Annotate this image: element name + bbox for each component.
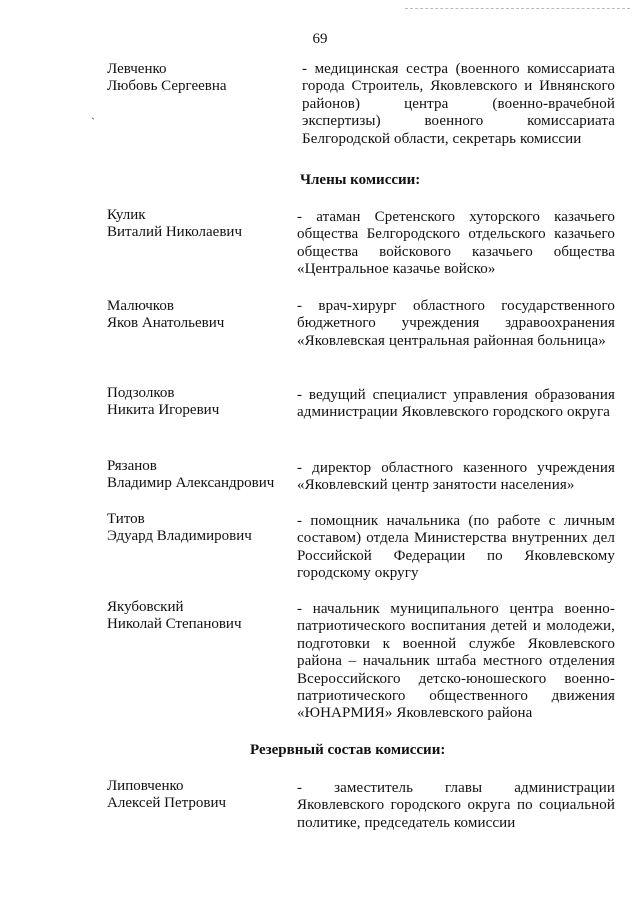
person-role: - директор областного казенного учреждения «Яковлевский центр занятости населения» (297, 460, 615, 494)
person-given-names: Эдуард Владимирович (107, 528, 252, 544)
person-role: - начальник муниципального центра военно-патриотического воспитания детей и молодежи, подготовки к военной службе Яковлевского района – начальник штаба местного отделения Всероссийского детско-юношеского военно-патриотического общественного движения «ЮНАРМИЯ» Яковлевского района (297, 601, 615, 722)
person-given-names: Владимир Александрович (107, 475, 275, 491)
person-name (107, 61, 292, 95)
person-surname: Липовченко (107, 778, 184, 794)
person-name (107, 511, 292, 545)
person-name (107, 458, 292, 492)
reserve-heading: Резервный состав комиссии: (250, 742, 446, 758)
person-given-names: Николай Степанович (107, 616, 242, 632)
person-role: - медицинская сестра (военного комиссариата города Строитель, Яковлевского и Ивнянского районов) центра (военно-врачебной экспертизы) военного комиссариата Белгородской области, секретарь комиссии (302, 61, 615, 147)
person-surname: Якубовский (107, 599, 184, 615)
person-name (107, 385, 292, 419)
person-role: - заместитель главы администрации Яковлевского городского округа по социальной политике, председатель комиссии (297, 780, 615, 831)
person-surname: Малючков (107, 298, 174, 314)
members-heading: Члены комиссии: (300, 172, 421, 188)
person-name (107, 599, 292, 633)
page-number: 69 (312, 31, 328, 47)
person-surname: Подзолков (107, 385, 175, 401)
person-given-names: Алексей Петрович (107, 795, 227, 811)
top-edge-rule (405, 8, 630, 9)
person-name (107, 778, 292, 812)
person-surname: Кулик (107, 207, 146, 223)
person-given-names: Яков Анатольевич (107, 315, 225, 331)
person-role: - атаман Сретенского хуторского казачьего общества Белгородского отдельского казачьего общества войскового казачьего общества «Центральное казачье войско» (297, 209, 615, 278)
stray-mark: ˎ (91, 106, 95, 120)
person-role: - помощник начальника (по работе с личным составом) отдела Министерства внутренних дел Российской Федерации по Яковлевскому городскому округу (297, 513, 615, 582)
person-surname: Левченко (107, 61, 167, 77)
person-surname: Рязанов (107, 458, 157, 474)
person-given-names: Любовь Сергеевна (107, 78, 227, 94)
person-surname: Титов (107, 511, 145, 527)
person-name (107, 207, 292, 241)
person-role: - врач-хирург областного государственного бюджетного учреждения здравоохранения «Яковлевская центральная районная больница» (297, 298, 615, 349)
person-given-names: Виталий Николаевич (107, 224, 242, 240)
person-name (107, 298, 292, 332)
person-role: - ведущий специалист управления образования администрации Яковлевского городского округа (297, 387, 615, 421)
person-given-names: Никита Игоревич (107, 402, 220, 418)
